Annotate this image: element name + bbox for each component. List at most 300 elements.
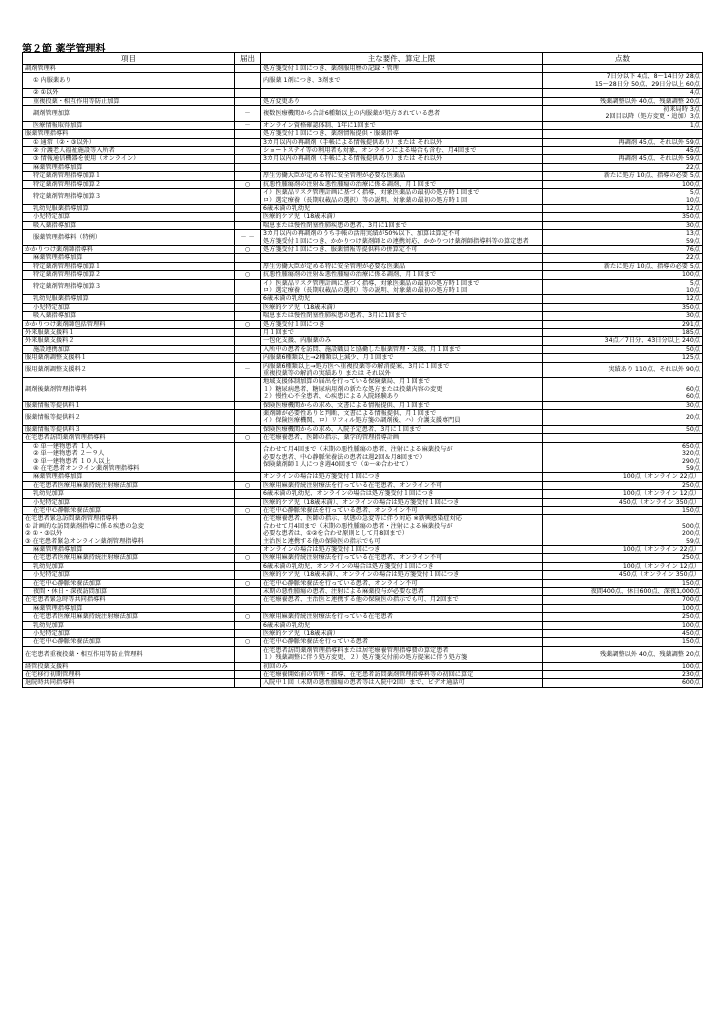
table-row (23, 630, 703, 638)
row-points: 185点 (543, 329, 703, 337)
row-requirements: 3カ月以内の再調剤のうち手帳の活用実績が50%以下、加算は算定不可 処方箋受付１回につき、かかりつけ薬剤師との連携対応、かかりつけ薬剤師指導料等の算定患者 (261, 230, 543, 246)
row-requirements: 内服薬 1剤につき、3剤まで (261, 73, 543, 89)
row-points: 12点 (543, 295, 703, 303)
row-item: 在宅患者訪問薬剤管理指導料 (23, 434, 235, 442)
row-notify (235, 425, 261, 433)
table-row (23, 262, 703, 270)
row-notify (235, 221, 261, 229)
row-item: 服用薬剤調整支援料１ (23, 354, 235, 362)
row-item: 特定薬剤管理指導加算３ (23, 189, 235, 205)
row-points (543, 65, 703, 73)
row-notify (235, 262, 261, 270)
row-notify (235, 646, 261, 662)
row-notify (235, 596, 261, 604)
row-item: 麻薬管理指導加算 (23, 545, 235, 553)
row-item: 調剤管理料 (23, 65, 235, 73)
row-item: ① 内服薬あり (23, 73, 235, 89)
row-item: 夜間・休日・深夜訪問加算 (23, 588, 235, 596)
row-points: 残薬調整以外 40点、残薬調整 20点 (543, 97, 703, 105)
table-row (23, 147, 703, 155)
row-requirements: 医療的ケア児（18歳未満）、オンラインの場合は処方箋受付１回につき (261, 571, 543, 579)
row-requirements: 在宅療養患者、医師の指示、薬学的管理指導計画 (261, 434, 543, 442)
row-item: かかりつけ薬剤師包括管理料 (23, 320, 235, 328)
table-row (23, 604, 703, 612)
table-row (23, 279, 703, 295)
row-item: 医療情報取得加算 (23, 121, 235, 129)
row-notify (235, 410, 261, 426)
row-points: 100点（オンライン 12点） (543, 490, 703, 498)
row-notify (235, 312, 261, 320)
row-points: 600点 (543, 679, 703, 687)
row-requirements: 医療用麻薬持続注射療法を行っている在宅患者、オンライン不可 (261, 481, 543, 489)
table-row (23, 163, 703, 171)
row-requirements: 処方箋受付１回につき (261, 320, 543, 328)
header-points: 点数 (543, 53, 703, 65)
row-requirements: 3カ月以内の再調剤（手帳による情報提供あり）または それ以外 (261, 155, 543, 163)
table-row (23, 65, 703, 73)
table-row (23, 425, 703, 433)
row-points: 30点 (543, 221, 703, 229)
row-notify: ○ (235, 271, 261, 279)
row-item: 経管投薬支援料 (23, 662, 235, 670)
row-requirements: 在宅中心静脈栄養法を行っている患者、オンライン不可 (261, 506, 543, 514)
row-notify (235, 378, 261, 401)
table-row (23, 571, 703, 579)
row-item: 小児特定加算 (23, 498, 235, 506)
table-row (23, 362, 703, 378)
row-requirements: 在宅患者訪問薬剤管理指導料または居宅療養管理指導費の算定患者 １）残薬調整に伴う処方変更、２）処方箋交付前の処方提案に伴う処方箋 (261, 646, 543, 662)
row-notify (235, 97, 261, 105)
row-item: 乳幼児加算 (23, 490, 235, 498)
row-points: 450点 (543, 630, 703, 638)
row-requirements: イ）医薬品リスク管理計画に基づく指導、対象医薬品の最初の処方時１回まで ロ）選定療養（長期収載品の選択）等の説明、対象薬の最初の処方時１回 (261, 279, 543, 295)
table-row (23, 490, 703, 498)
row-requirements: 保険医療機関からの求め、文書による情報提供、月１回まで (261, 401, 543, 409)
row-item: 服薬情報等提供料３ (23, 425, 235, 433)
row-requirements: 医療的ケア児（18歳未満） (261, 303, 543, 311)
table-header-row (23, 53, 703, 65)
row-points: 再調剤 45点、それ以外 59点 (543, 155, 703, 163)
row-points: 実績あり 110点、それ以外 90点 (543, 362, 703, 378)
row-requirements (261, 604, 543, 612)
row-item: 特定薬剤管理指導加算１ (23, 172, 235, 180)
table-row (23, 106, 703, 122)
row-points: 60点 60点 (543, 378, 703, 401)
table-row (23, 180, 703, 188)
row-item: 乳幼児服薬指導加算 (23, 295, 235, 303)
row-points: 20点 (543, 410, 703, 426)
row-points: 100点 (543, 621, 703, 629)
row-points: 100点（オンライン 22点） (543, 473, 703, 481)
row-notify (235, 662, 261, 670)
table-row (23, 515, 703, 546)
row-requirements: 処方変更あり (261, 97, 543, 105)
row-item: 乳幼児加算 (23, 621, 235, 629)
table-row (23, 545, 703, 553)
header-requirements: 主な要件、算定上限 (261, 53, 543, 65)
row-points: 250点 (543, 554, 703, 562)
table-row (23, 671, 703, 679)
row-points: 13点 59点 (543, 230, 703, 246)
fee-table (22, 52, 703, 688)
row-requirements: 入院中１回（末期の悪性腫瘍の患者等は入院中2回）まで、ビデオ通話可 (261, 679, 543, 687)
table-row (23, 401, 703, 409)
row-requirements: 末期の悪性腫瘍の患者、注射による麻薬投与が必要な患者 (261, 588, 543, 596)
row-item: 重複投薬・相互作用等防止加算 (23, 97, 235, 105)
row-requirements: 在宅療養開始前の管理・指導、在宅患者訪問薬剤管理指導料等の初回に算定 (261, 671, 543, 679)
table-row (23, 303, 703, 311)
row-notify: ○ (235, 579, 261, 587)
table-row (23, 312, 703, 320)
table-row (23, 588, 703, 596)
table-row (23, 378, 703, 401)
row-item: 特定薬剤管理指導加算３ (23, 279, 235, 295)
row-notify: ○ (235, 554, 261, 562)
row-item: 在宅患者医療用麻薬持続注射療法加算 (23, 613, 235, 621)
row-item: 退院時共同指導料 (23, 679, 235, 687)
row-notify (235, 189, 261, 205)
row-requirements: 6歳未満の乳幼児 (261, 295, 543, 303)
row-notify: ○ (235, 481, 261, 489)
row-notify (235, 295, 261, 303)
row-item: 特定薬剤管理指導加算１ (23, 262, 235, 270)
row-item: 在宅患者医療用麻薬持続注射療法加算 (23, 554, 235, 562)
row-notify (235, 442, 261, 473)
row-requirements: 6歳未満の乳幼児 (261, 621, 543, 629)
table-row (23, 442, 703, 473)
row-requirements: 医療的ケア児（18歳未満） (261, 630, 543, 638)
row-item: 在宅中心静脈栄養法加算 (23, 506, 235, 514)
row-item: 特定薬剤管理指導加算２ (23, 180, 235, 188)
row-points: 30点 (543, 401, 703, 409)
table-row (23, 345, 703, 353)
row-item: 麻薬管理指導加算 (23, 604, 235, 612)
row-points: 新たに処方 10点、指導の必要 5点 (543, 172, 703, 180)
row-item: 服薬管理指導料 (23, 130, 235, 138)
row-notify (235, 147, 261, 155)
row-requirements: 内服薬6種類以上→2種類以上減少、月１回まで (261, 354, 543, 362)
row-requirements: オンラインの場合は処方箋受付１回につき (261, 473, 543, 481)
table-row (23, 245, 703, 253)
row-requirements (261, 89, 543, 97)
row-item: 在宅患者緊急訪問薬剤管理指導料 ① 計画的な訪問薬剤指導に係る疾患の急変 ② ①・③以外 ③ 在宅患者緊急オンライン薬剤管理指導料 (23, 515, 235, 546)
row-requirements: 内服薬6種類以上→処方医へ重複投薬等の解消提案、3月に１回まで 重複投薬等の解消の実績あり または それ以外 (261, 362, 543, 378)
row-points: 150点 (543, 506, 703, 514)
row-points: 4点 (543, 89, 703, 97)
row-notify (235, 329, 261, 337)
table-row (23, 189, 703, 205)
row-item: 特定薬剤管理指導加算２ (23, 271, 235, 279)
table-row (23, 89, 703, 97)
row-points: 350点 (543, 303, 703, 311)
table-row (23, 73, 703, 89)
table-row (23, 554, 703, 562)
row-points: 50点 (543, 425, 703, 433)
row-notify (235, 630, 261, 638)
row-notify: － (235, 121, 261, 129)
row-points: 450点（オンライン 350点） (543, 571, 703, 579)
row-requirements (261, 254, 543, 262)
row-points: 残薬調整以外 40点、残薬調整 20点 (543, 646, 703, 662)
row-requirements: 厚生労働大臣が定める特に安全管理が必要な医薬品 (261, 172, 543, 180)
row-points: 450点（オンライン 350点） (543, 498, 703, 506)
row-item: 乳幼児服薬指導加算 (23, 204, 235, 212)
row-notify (235, 65, 261, 73)
table-row (23, 498, 703, 506)
header-notify: 届出 (235, 53, 261, 65)
row-requirements: 厚生労働大臣が定める特に安全管理が必要な医薬品 (261, 262, 543, 270)
row-notify (235, 254, 261, 262)
row-notify (235, 604, 261, 612)
table-row (23, 138, 703, 146)
table-row (23, 506, 703, 514)
row-points: 100点（オンライン 22点） (543, 545, 703, 553)
row-requirements: 喘息または慢性閉塞性肺疾患の患者、3月に1回まで (261, 312, 543, 320)
row-notify (235, 498, 261, 506)
row-points: 夜間400点、休日600点、深夜1,000点 (543, 588, 703, 596)
row-points: 250点 (543, 481, 703, 489)
row-item: ② ①以外 (23, 89, 235, 97)
table-row (23, 329, 703, 337)
row-notify: ○ (235, 245, 261, 253)
row-item: 服薬情報等提供料１ (23, 401, 235, 409)
table-row (23, 596, 703, 604)
row-item: 在宅患者医療用麻薬持続注射療法加算 (23, 481, 235, 489)
row-notify (235, 163, 261, 171)
row-requirements (261, 163, 543, 171)
row-item: 小児特定加算 (23, 303, 235, 311)
row-notify (235, 303, 261, 311)
row-item: 小児特定加算 (23, 213, 235, 221)
row-requirements: 月１回まで (261, 329, 543, 337)
row-notify (235, 345, 261, 353)
row-item: 麻薬管理指導加算 (23, 254, 235, 262)
table-row (23, 230, 703, 246)
row-points: 76点 (543, 245, 703, 253)
row-item: 施設連携加算 (23, 345, 235, 353)
row-item: 麻薬管理指導加算 (23, 163, 235, 171)
row-points: 650点 320点 290点 59点 (543, 442, 703, 473)
row-points: 30点 (543, 312, 703, 320)
table-row (23, 410, 703, 426)
row-points: 100点（オンライン 12点） (543, 562, 703, 570)
row-notify (235, 354, 261, 362)
table-row (23, 354, 703, 362)
table-row (23, 221, 703, 229)
row-notify: ○ (235, 506, 261, 514)
row-item: 服薬管理指導料（特例） (23, 230, 235, 246)
row-notify (235, 473, 261, 481)
row-requirements: 3カ月以内の再調剤（手帳による情報提供あり）または それ以外 (261, 138, 543, 146)
table-row (23, 213, 703, 221)
row-requirements: 抗悪性腫瘍剤の注射＆悪性腫瘍の治療に係る調剤、月１回まで (261, 180, 543, 188)
row-requirements: 医療的ケア児（18歳未満）、オンラインの場合は処方箋受付１回につき (261, 498, 543, 506)
row-item: ① 通常（②・③以外） (23, 138, 235, 146)
row-notify: ○ (235, 320, 261, 328)
row-requirements: 在宅中心静脈栄養法を行っている患者、オンライン不可 (261, 579, 543, 587)
row-requirements: 合わせて月4回まで（末期の悪性腫瘍の患者、注射による麻薬投与が 必要な患者、中心静脈栄養法の患者は週2回＆月8回まで） 保険薬剤師１人につき週40回まで（①～④合わせて） (261, 442, 543, 473)
row-notify (235, 337, 261, 345)
table-row (23, 320, 703, 328)
header-item: 項目 (23, 53, 235, 65)
row-notify (235, 621, 261, 629)
row-notify: ○ (235, 613, 261, 621)
table-row (23, 579, 703, 587)
row-notify (235, 138, 261, 146)
row-notify (235, 515, 261, 546)
row-requirements: 処方箋受付１回につき、薬剤情報提供・服薬指導 (261, 130, 543, 138)
row-points: 再調剤 45点、それ以外 59点 (543, 138, 703, 146)
row-item: 在宅移行初期管理料 (23, 671, 235, 679)
row-points: 291点 (543, 320, 703, 328)
row-requirements: 在宅療養患者、医師の指示、状態の急変等に伴う対応 ※新興感染症対応 合わせて月4回まで（末期の悪性腫瘍の患者・注射による麻薬投与が 必要な患者は、①②を合わせ原則として月8回まで） 主治医と連携する他の保険医の指示でも可 (261, 515, 543, 546)
row-points: 12点 (543, 204, 703, 212)
row-points: 1点 (543, 121, 703, 129)
row-points: 45点 (543, 147, 703, 155)
row-item: ③ 情報通信機器を使用（オンライン） (23, 155, 235, 163)
row-notify (235, 73, 261, 89)
row-notify (235, 279, 261, 295)
row-item: 吸入薬指導加算 (23, 312, 235, 320)
table-row (23, 679, 703, 687)
row-requirements: 入所中の患者を訪問、施設職員と協働した服薬管理・支援、月１回まで (261, 345, 543, 353)
row-item: 小児特定加算 (23, 571, 235, 579)
row-points: 22点 (543, 163, 703, 171)
table-row (23, 562, 703, 570)
row-notify (235, 671, 261, 679)
row-item: 小児特定加算 (23, 630, 235, 638)
row-requirements: 在宅中心静脈栄養法を行っている患者 (261, 638, 543, 646)
row-points: 初来局時 3点 2回目以降（処方変更・追加）3点 (543, 106, 703, 122)
row-notify (235, 213, 261, 221)
row-item: 在宅中心静脈栄養法加算 (23, 579, 235, 587)
table-row (23, 97, 703, 105)
row-notify (235, 571, 261, 579)
row-item: 服用薬剤調整支援料２ (23, 362, 235, 378)
row-notify (235, 545, 261, 553)
row-points: 230点 (543, 671, 703, 679)
row-requirements: 一包化支援、内服薬のみ (261, 337, 543, 345)
row-points: 150点 (543, 638, 703, 646)
row-item: かかりつけ薬剤師指導料 (23, 245, 235, 253)
row-item: 調剤後薬剤管理指導料 (23, 378, 235, 401)
table-row (23, 621, 703, 629)
row-points: 22点 (543, 254, 703, 262)
row-notify (235, 130, 261, 138)
row-points: 50点 (543, 345, 703, 353)
row-requirements: 医療用麻薬持続注射療法を行っている在宅患者、オンライン不可 (261, 554, 543, 562)
row-points: 34点／7日分、43日分以上 240点 (543, 337, 703, 345)
row-points: 700点 (543, 596, 703, 604)
row-item: 在宅患者緊急時等共同指導料 (23, 596, 235, 604)
row-requirements: 保険医療機関からの求め、入院予定患者、3月に１回まで (261, 425, 543, 433)
row-notify (235, 172, 261, 180)
row-points: 100点 (543, 604, 703, 612)
table-row (23, 473, 703, 481)
table-row (23, 172, 703, 180)
row-points: 5点 10点 (543, 279, 703, 295)
table-row (23, 271, 703, 279)
row-requirements: 抗悪性腫瘍剤の注射＆悪性腫瘍の治療に係る調剤、月１回まで (261, 271, 543, 279)
row-points: 500点 200点 59点 (543, 515, 703, 546)
row-notify (235, 562, 261, 570)
row-requirements: オンラインの場合は処方箋受付１回につき (261, 545, 543, 553)
row-item: 調剤管理加算 (23, 106, 235, 122)
table-row (23, 613, 703, 621)
row-points: 100点 (543, 271, 703, 279)
row-notify (235, 401, 261, 409)
table-row (23, 130, 703, 138)
row-requirements: 初回のみ (261, 662, 543, 670)
row-points: 100点 (543, 662, 703, 670)
row-requirements: 複数医療機関から合計6種類以上の内服薬が処方されている患者 (261, 106, 543, 122)
table-row (23, 204, 703, 212)
row-notify (235, 204, 261, 212)
row-requirements: 処方箋受付１回につき、薬剤服用歴の記録・管理 (261, 65, 543, 73)
row-requirements: 医療的ケア児（18歳未満） (261, 213, 543, 221)
table-row (23, 646, 703, 662)
row-item: 外来服薬支援料１ (23, 329, 235, 337)
table-row (23, 155, 703, 163)
row-requirements: オンライン資格確認体制、1年に1回まで (261, 121, 543, 129)
row-requirements: 喘息または慢性閉塞性肺疾患の患者、3月に1回まで (261, 221, 543, 229)
row-item: 在宅患者重複投薬・相互作用等防止管理料 (23, 646, 235, 662)
row-requirements: 医療用麻薬持続注射療法を行っている在宅患者 (261, 613, 543, 621)
row-points: 7日分以下 4点、8～14日分 28点 15～28日分 50点、29日分以上 60点 (543, 73, 703, 89)
table-row (23, 481, 703, 489)
row-points (543, 434, 703, 442)
row-requirements: 薬剤師が必要性ありと判断、文書による情報提供、月１回まで イ）保険医療機関、ロ）リフィル処方箋の調剤後、ハ）介護支援専門員 (261, 410, 543, 426)
table-row (23, 121, 703, 129)
row-points: 125点 (543, 354, 703, 362)
row-requirements: 6歳未満の乳幼児、オンラインの場合は処方箋受付１回につき (261, 490, 543, 498)
row-item: 服薬情報等提供料２ (23, 410, 235, 426)
row-notify: － － (235, 230, 261, 246)
row-notify: ○ (235, 638, 261, 646)
row-requirements: 6歳未満の乳幼児、オンラインの場合は処方箋受付１回につき (261, 562, 543, 570)
row-points: 350点 (543, 213, 703, 221)
table-row (23, 638, 703, 646)
row-points: 新たに処方 10点、指導の必要 5点 (543, 262, 703, 270)
row-notify (235, 679, 261, 687)
row-points: 100点 (543, 180, 703, 188)
row-requirements: 6歳未満の乳幼児 (261, 204, 543, 212)
row-notify: ○ (235, 180, 261, 188)
row-notify (235, 588, 261, 596)
row-item: 外来服薬支援料２ (23, 337, 235, 345)
table-row (23, 337, 703, 345)
table-row (23, 662, 703, 670)
row-requirements: ショートステイ等の利用者も対象、オンラインによる場合も含む、月4回まで (261, 147, 543, 155)
row-requirements: イ）医薬品リスク管理計画に基づく指導、対象医薬品の最初の処方時１回まで ロ）選定療養（長期収載品の選択）等の説明、対象薬の最初の処方時１回 (261, 189, 543, 205)
row-item: 吸入薬指導加算 (23, 221, 235, 229)
table-row (23, 434, 703, 442)
row-notify (235, 490, 261, 498)
table-row (23, 295, 703, 303)
table-row (23, 254, 703, 262)
row-requirements: 処方箋受付１回につき、服薬情報等提供料の併算定不可 (261, 245, 543, 253)
row-item: ① 単一建物患者 １人 ② 単一建物患者 ２～９人 ③ 単一建物患者 １０人以上 ④ 在宅患者オンライン薬剤管理指導料 (23, 442, 235, 473)
row-item: 在宅中心静脈栄養法加算 (23, 638, 235, 646)
row-notify: ○ (235, 434, 261, 442)
row-item: 乳幼児加算 (23, 562, 235, 570)
row-notify: － (235, 362, 261, 378)
row-points (543, 130, 703, 138)
row-points: 5点 10点 (543, 189, 703, 205)
row-item: ② 介護老人福祉施設等入所者 (23, 147, 235, 155)
section-title: 第２節 薬学管理料 (22, 44, 106, 55)
row-requirements: 在宅療養患者、主治医と連携する他の保険医の指示でも可、月2回まで (261, 596, 543, 604)
